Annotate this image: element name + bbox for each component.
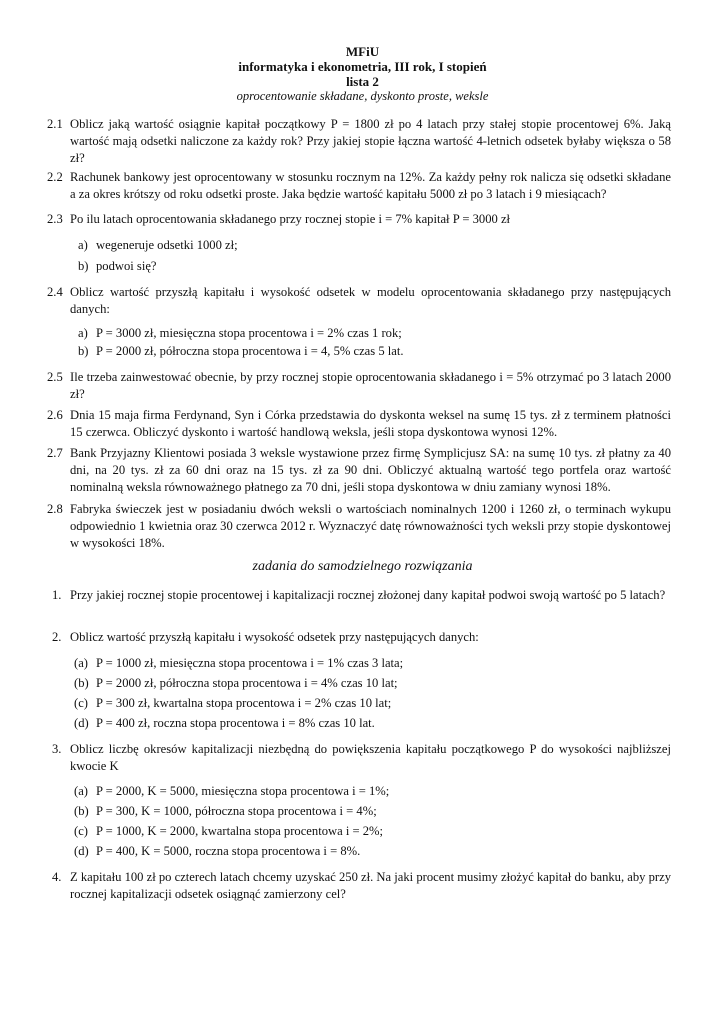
exercise-text: Przy jakiej rocznej stopie procentowej i kapitalizacji rocznej złożonej dany kapitał podwoi swoją wartość po 5 latach?: [70, 588, 666, 602]
problem-text: Ile trzeba zainwestować obecnie, by przy rocznej stopie oprocentowania składanego i = 5% otrzymać po 3 latach 2000 zł?: [70, 370, 671, 401]
subitem-text: P = 400, K = 5000, roczna stopa procentowa i = 8%.: [96, 844, 361, 858]
subitem-label: (d): [74, 844, 89, 858]
subitem-label: (c): [74, 696, 88, 710]
subitem-text: P = 2000, K = 5000, miesięczna stopa procentowa i = 1%;: [96, 784, 390, 798]
subitem-label: (b): [74, 676, 89, 690]
problem-text: Po ilu latach oprocentowania składanego przy rocznej stopie i = 7% kapitał P = 3000 zł: [70, 212, 511, 226]
exercise-number: 1.: [52, 588, 62, 602]
problem-number: 2.6: [47, 408, 63, 422]
course-code: MFiU: [345, 44, 380, 59]
list-number: lista 2: [346, 74, 379, 89]
exercise-number: 2.: [52, 630, 62, 644]
subitem-label: (a): [74, 656, 88, 670]
problem-number: 2.8: [47, 502, 63, 516]
subitem-label: (d): [74, 716, 89, 730]
subitem-text: P = 300 zł, kwartalna stopa procentowa i = 2% czas 10 lat;: [96, 696, 392, 710]
exercise-text: Oblicz liczbę okresów kapitalizacji niezbędną do powiększenia kapitału początkowego P do wysokości najbliższej kwocie K: [70, 742, 671, 773]
problem-text: Rachunek bankowy jest oprocentowany w stosunku rocznym na 12%. Za każdy pełny rok nalicza się odsetki składane a za okres krótszy od roku odsetki proste. Jaka będzie wartość kapitału 5000 zł po 3 latach i 9 miesiącach?: [70, 170, 671, 201]
problem-text: Bank Przyjazny Klientowi posiada 3 weksle wystawione przez firmę Symplicjusz SA: na sumę 10 tys. zł płatny za 40 dni, na 20 tys. zł za 60 dni oraz na 15 tys. zł za 90 dni. Obliczyć aktualną wartość tego portfela oraz wartość nominalną weksla równoważnego płatnego za 70 dni, jeśli stopa dyskontowa w dniu zamiany wynosi 18%.: [70, 446, 671, 494]
exercise-text: Z kapitału 100 zł po czterech latach chcemy uzyskać 250 zł. Na jaki procent musimy złożyć kapitał do banku, aby przy rocznej kapitalizacji odsetek osiągnąć zamierzony cel?: [70, 870, 671, 901]
subitem-text: P = 400 zł, roczna stopa procentowa i = 8% czas 10 lat.: [96, 716, 375, 730]
subitem-label: a): [78, 238, 88, 252]
exercise-number: 4.: [52, 870, 62, 884]
course-title: informatyka i ekonometria, III rok, I stopień: [238, 59, 487, 74]
subitem-label: b): [78, 259, 89, 273]
problem-text: Dnia 15 maja firma Ferdynand, Syn i Córka przedstawia do dyskonta weksel na sumę 15 tys. zł z terminem płatności 15 czerwca. Obliczyć dyskonto i wartość handlową weksla, jeśli stopa dyskontowa wynosi 12%.: [70, 408, 671, 439]
subitem-label: a): [78, 326, 88, 340]
subitem-text: wegeneruje odsetki 1000 zł;: [96, 238, 238, 252]
subitem-label: (c): [74, 824, 88, 838]
header: [0, 44, 725, 104]
problem-number: 2.3: [47, 212, 63, 226]
problem-number: 2.4: [47, 285, 63, 299]
exercise-number: 3.: [52, 742, 62, 756]
subitem-text: P = 2000 zł, półroczna stopa procentowa i = 4, 5% czas 5 lat.: [96, 344, 404, 358]
problem-number: 2.7: [47, 446, 63, 460]
subitem-text: P = 3000 zł, miesięczna stopa procentowa i = 2% czas 1 rok;: [96, 326, 402, 340]
subitem-label: b): [78, 344, 89, 358]
subitem-text: P = 300, K = 1000, półroczna stopa procentowa i = 4%;: [96, 804, 377, 818]
subitem-text: P = 1000 zł, miesięczna stopa procentowa i = 1% czas 3 lata;: [96, 656, 404, 670]
problem-text: Oblicz jaką wartość osiągnie kapitał początkowy P = 1800 zł po 4 latach przy stałej stopie procentowej 6%. Jaką wartość mają odsetki naliczone za każdy rok? Przy jakiej stopie łączna wartość 4-letnich odsetek byłaby większa o 58 zł?: [70, 117, 671, 165]
problem-number: 2.2: [47, 170, 63, 184]
subitem-text: P = 2000 zł, półroczna stopa procentowa i = 4% czas 10 lat;: [96, 676, 398, 690]
problem-text: Oblicz wartość przyszłą kapitału i wysokość odsetek w modelu oprocentowania składanego przy następujących danych:: [70, 285, 671, 316]
section-title: zadania do samodzielnego rozwiązania: [252, 559, 473, 574]
subitem-text: podwoi się?: [96, 259, 157, 273]
problem-number: 2.5: [47, 370, 63, 384]
subitem-label: (b): [74, 804, 89, 818]
exercise-text: Oblicz wartość przyszłą kapitału i wysokość odsetek przy następujących danych:: [70, 630, 479, 644]
list-subtitle: oprocentowanie składane, dyskonto proste, weksle: [236, 89, 489, 103]
subitem-text: P = 1000, K = 2000, kwartalna stopa procentowa i = 2%;: [96, 824, 384, 838]
subitem-label: (a): [74, 784, 88, 798]
problem-text: Fabryka świeczek jest w posiadaniu dwóch weksli o wartościach nominalnych 1200 i 1260 zł, o terminach wykupu odpowiednio 1 kwietnia oraz 30 czerwca 2012 r. Wyznaczyć datę równoważności tych weksli przy stopie dyskontowej w wysokości 18%.: [70, 502, 671, 550]
problem-number: 2.1: [47, 117, 63, 131]
